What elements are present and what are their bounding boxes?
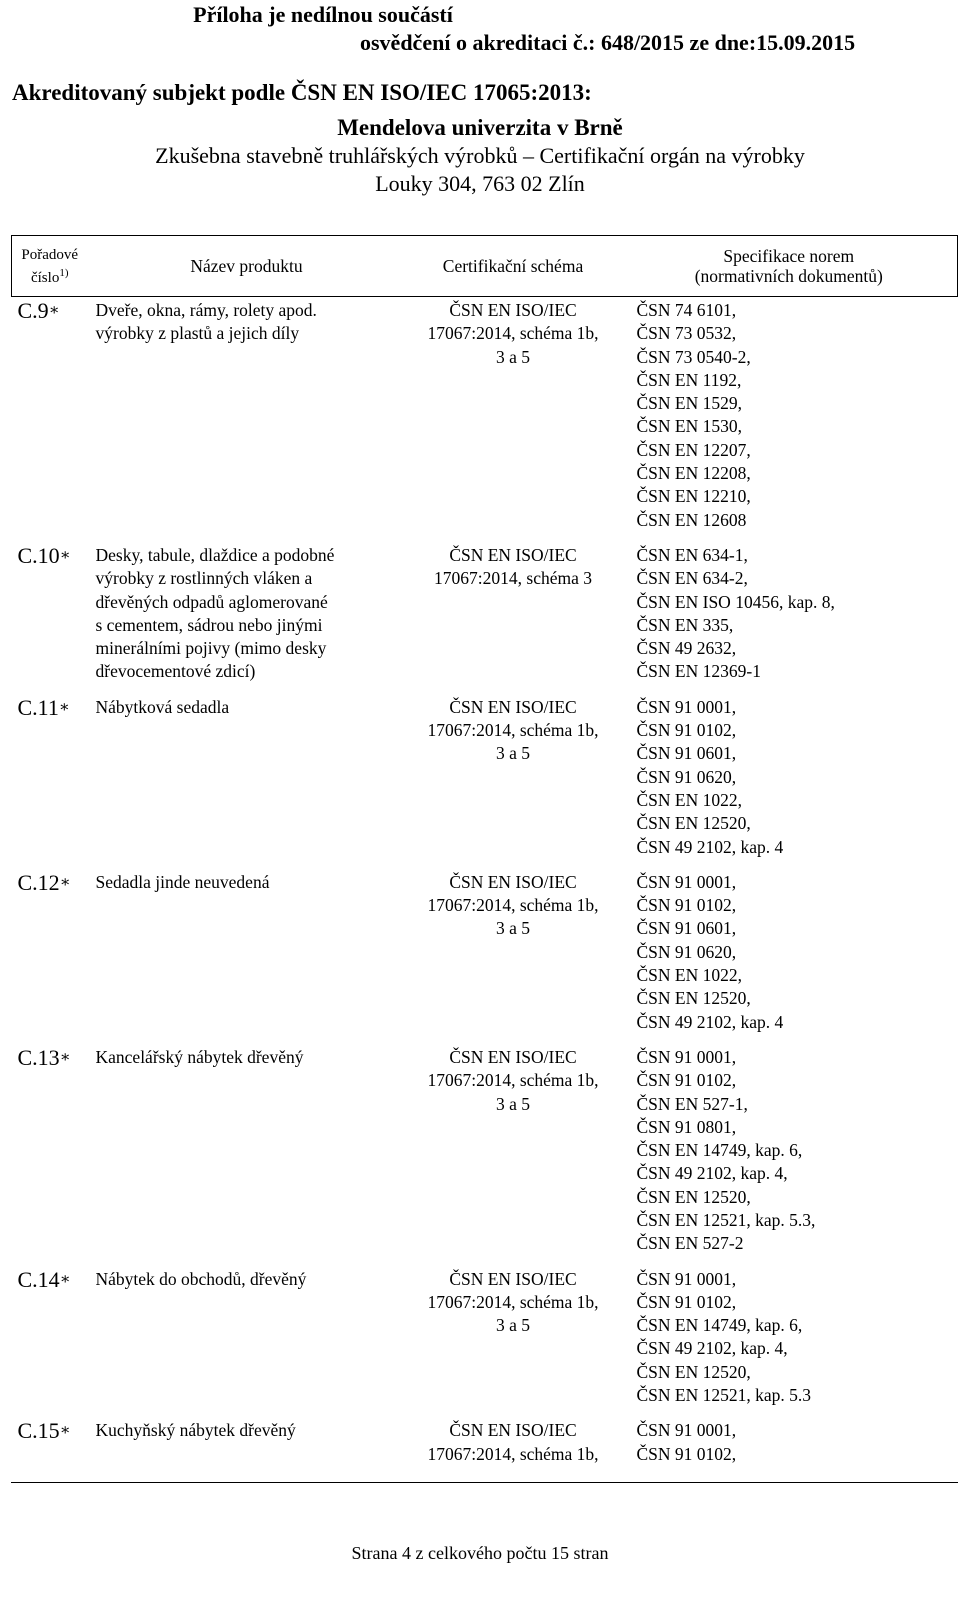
spec-cell: [621, 869, 958, 1044]
row-number-cell: [12, 1266, 88, 1418]
product-name-cell: [88, 869, 406, 1044]
scheme-line: ČSN EN ISO/IEC: [449, 1268, 577, 1289]
product-name-line: dřevěných odpadů aglomerované: [95, 591, 328, 612]
annex-line-1: Příloha je nedílnou součástí: [193, 2, 453, 27]
scheme-line: ČSN EN ISO/IEC: [449, 544, 577, 565]
spec-line: ČSN EN 12520,: [636, 1186, 751, 1207]
spec-line: ČSN 74 6101,: [636, 300, 737, 320]
spec-line: ČSN 91 0001,: [636, 1268, 737, 1289]
spec-line: ČSN EN 12207,: [636, 439, 751, 460]
product-name-line: Desky, tabule, dlaždice a podobné: [95, 544, 335, 565]
spec-line: ČSN EN 527-1,: [636, 1093, 748, 1114]
spec-cell: [621, 1044, 958, 1266]
scheme-line: ČSN EN ISO/IEC: [449, 1420, 577, 1441]
header-scheme-label: Certifikační schéma: [442, 256, 584, 276]
table-row: [12, 1266, 958, 1418]
scheme-line: 3 a 5: [495, 346, 531, 367]
scheme-cell: [406, 869, 621, 1044]
spec-line: ČSN EN 12608: [636, 509, 747, 530]
scheme-cell: [406, 1266, 621, 1418]
scheme-line: 3 a 5: [495, 743, 531, 764]
product-name-cell: [88, 542, 406, 694]
spec-line: ČSN 91 0801,: [636, 1116, 737, 1137]
spec-line: ČSN EN ISO 10456, kap. 8,: [636, 591, 835, 612]
spec-cell: [621, 542, 958, 694]
spec-line: ČSN 49 2632,: [636, 638, 737, 659]
spec-cell: [621, 1266, 958, 1418]
scheme-line: 17067:2014, schéma 1b,: [427, 720, 599, 741]
header-order-line1: Pořadové: [21, 246, 79, 263]
product-name-line: s cementem, sádrou nebo jinými: [95, 614, 323, 635]
spec-line: ČSN 91 0620,: [636, 941, 737, 962]
spec-line: ČSN EN 12520,: [636, 988, 751, 1009]
scheme-line: ČSN EN ISO/IEC: [449, 871, 577, 892]
scheme-cell: [406, 542, 621, 694]
row-number-cell: [12, 694, 88, 869]
spec-line: ČSN 73 0540-2,: [636, 346, 751, 367]
asterisk-mark: ∗: [58, 698, 70, 716]
scheme-line: 17067:2014, schéma 1b,: [427, 323, 599, 344]
spec-line: ČSN 91 0102,: [636, 1070, 737, 1091]
spec-line: ČSN 49 2102, kap. 4,: [636, 1338, 788, 1359]
spec-line: ČSN EN 634-2,: [636, 568, 748, 589]
asterisk-mark: ∗: [59, 873, 71, 891]
product-name-cell: [88, 1417, 406, 1476]
row-number: C.14: [17, 1266, 60, 1292]
product-name-line: minerálními pojivy (mimo desky: [95, 638, 327, 659]
scheme-line: ČSN EN ISO/IEC: [449, 300, 577, 320]
header-product-label: Název produktu: [190, 256, 303, 276]
page-footer: Strana 4 z celkového počtu 15 stran: [351, 1543, 609, 1563]
spec-line: ČSN 49 2102, kap. 4: [636, 836, 784, 857]
spec-line: ČSN EN 14749, kap. 6,: [636, 1315, 803, 1336]
product-name-line: výrobky z rostlinných vláken a: [95, 568, 313, 589]
spec-line: ČSN EN 12521, kap. 5.3,: [636, 1209, 816, 1230]
row-number-cell: [12, 297, 88, 542]
scheme-cell: [406, 694, 621, 869]
scheme-line: 17067:2014, schéma 1b,: [427, 1291, 599, 1312]
spec-cell: [621, 694, 958, 869]
spec-line: ČSN EN 12369-1: [636, 661, 761, 682]
spec-line: ČSN 49 2102, kap. 4: [636, 1011, 784, 1032]
table-bottom-rule: [11, 1482, 958, 1483]
spec-line: ČSN 91 0102,: [636, 895, 737, 916]
scheme-line: 17067:2014, schéma 1b,: [427, 1070, 599, 1091]
product-name-line: Nábytek do obchodů, dřevěný: [95, 1268, 307, 1289]
product-name-cell: [88, 1044, 406, 1266]
scheme-line: ČSN EN ISO/IEC: [449, 1046, 577, 1067]
spec-line: ČSN EN 634-1,: [636, 544, 748, 565]
spec-line: ČSN EN 12520,: [636, 813, 751, 834]
spec-line: ČSN 49 2102, kap. 4,: [636, 1163, 788, 1184]
spec-line: ČSN 73 0532,: [636, 323, 737, 344]
spec-line: ČSN EN 1022,: [636, 965, 742, 986]
row-number: C.12: [17, 869, 60, 895]
table-row: [12, 694, 958, 869]
scheme-line: 17067:2014, schéma 1b,: [427, 1443, 599, 1464]
row-number: C.10: [17, 542, 60, 568]
spec-line: ČSN EN 1530,: [636, 416, 742, 437]
table-row: [12, 542, 958, 694]
product-name-line: Kuchyňský nábytek dřevěný: [95, 1420, 296, 1441]
annex-line-2: osvědčení o akreditaci č.: 648/2015 ze dne:15.09.2015: [360, 30, 856, 55]
table-row: [12, 1417, 958, 1476]
row-number-cell: [12, 542, 88, 694]
row-number: C.11: [17, 694, 59, 720]
spec-line: ČSN EN 1022,: [636, 789, 742, 810]
product-name-line: dřevocementové zdicí): [95, 661, 256, 682]
spec-line: ČSN EN 12520,: [636, 1361, 751, 1382]
header-order-number: [12, 236, 88, 297]
header-order-footnote: 1): [59, 266, 69, 279]
row-number: C.9: [17, 298, 49, 323]
spec-line: ČSN EN 12521, kap. 5.3: [636, 1385, 812, 1406]
row-number-cell: [12, 1417, 88, 1476]
accredited-subject: Akreditovaný subjekt podle ČSN EN ISO/IEC 17065:2013:: [12, 80, 592, 105]
spec-line: ČSN 91 0102,: [636, 1291, 737, 1312]
spec-line: ČSN 91 0601,: [636, 918, 737, 939]
product-name-cell: [88, 1266, 406, 1418]
table-row: [12, 1044, 958, 1266]
header-spec-line2: (normativních dokumentů): [694, 266, 883, 286]
asterisk-mark: ∗: [59, 1048, 71, 1066]
laboratory-name: Zkušebna stavebně truhlářských výrobků – Certifikační orgán na výrobky: [155, 143, 805, 168]
scheme-line: 17067:2014, schéma 3: [434, 568, 592, 589]
asterisk-mark: ∗: [59, 546, 71, 564]
spec-cell: [621, 297, 958, 542]
scheme-line: 3 a 5: [495, 1093, 531, 1114]
scheme-line: 3 a 5: [495, 1315, 531, 1336]
row-number: C.13: [17, 1044, 60, 1070]
scheme-line: ČSN EN ISO/IEC: [449, 696, 577, 717]
spec-line: ČSN EN 1529,: [636, 393, 742, 414]
header-spec: [621, 236, 958, 297]
spec-line: ČSN 91 0102,: [636, 1443, 737, 1464]
product-name-cell: [88, 694, 406, 869]
spec-line: ČSN 91 0601,: [636, 743, 737, 764]
header-scheme: [406, 236, 621, 297]
product-name-line: výrobky z plastů a jejich díly: [95, 323, 300, 344]
row-number-cell: [12, 1044, 88, 1266]
product-name-line: Kancelářský nábytek dřevěný: [95, 1046, 304, 1067]
spec-line: ČSN EN 12208,: [636, 463, 751, 484]
product-name-line: Dveře, okna, rámy, rolety apod.: [95, 300, 317, 320]
header-spec-line1: Specifikace norem: [723, 246, 855, 266]
scheme-cell: [406, 297, 621, 542]
product-name-cell: [88, 297, 406, 542]
spec-line: ČSN 91 0620,: [636, 766, 737, 787]
spec-line: ČSN 91 0001,: [636, 696, 737, 717]
spec-line: ČSN EN 335,: [636, 614, 734, 635]
asterisk-mark: ∗: [59, 1422, 71, 1440]
table-header-row: [12, 236, 958, 297]
product-name-line: Nábytková sedadla: [95, 696, 230, 717]
header-product-name: [88, 236, 406, 297]
spec-line: ČSN 91 0102,: [636, 720, 737, 741]
spec-line: ČSN 91 0001,: [636, 1046, 737, 1067]
spec-line: ČSN 91 0001,: [636, 871, 737, 892]
table-row: [12, 297, 958, 542]
spec-line: ČSN 91 0001,: [636, 1420, 737, 1441]
scheme-line: 3 a 5: [495, 918, 531, 939]
address: Louky 304, 763 02 Zlín: [375, 171, 585, 196]
asterisk-mark: ∗: [59, 1270, 71, 1288]
header-order-word: číslo: [30, 269, 60, 286]
accreditation-table: [11, 235, 958, 1476]
scheme-cell: [406, 1044, 621, 1266]
spec-line: ČSN EN 12210,: [636, 486, 751, 507]
scheme-line: 17067:2014, schéma 1b,: [427, 895, 599, 916]
table-row: [12, 869, 958, 1044]
row-number-cell: [12, 869, 88, 1044]
spec-line: ČSN EN 527-2: [636, 1233, 744, 1254]
product-name-line: Sedadla jinde neuvedená: [95, 871, 270, 892]
spec-line: ČSN EN 1192,: [636, 369, 742, 390]
spec-cell: [621, 1417, 958, 1476]
scheme-cell: [406, 1417, 621, 1476]
spec-line: ČSN EN 14749, kap. 6,: [636, 1140, 803, 1161]
university-name: Mendelova univerzita v Brně: [337, 115, 623, 140]
asterisk-mark: ∗: [48, 302, 60, 319]
header-order-line2: [12, 264, 88, 287]
row-number: C.15: [17, 1418, 60, 1444]
